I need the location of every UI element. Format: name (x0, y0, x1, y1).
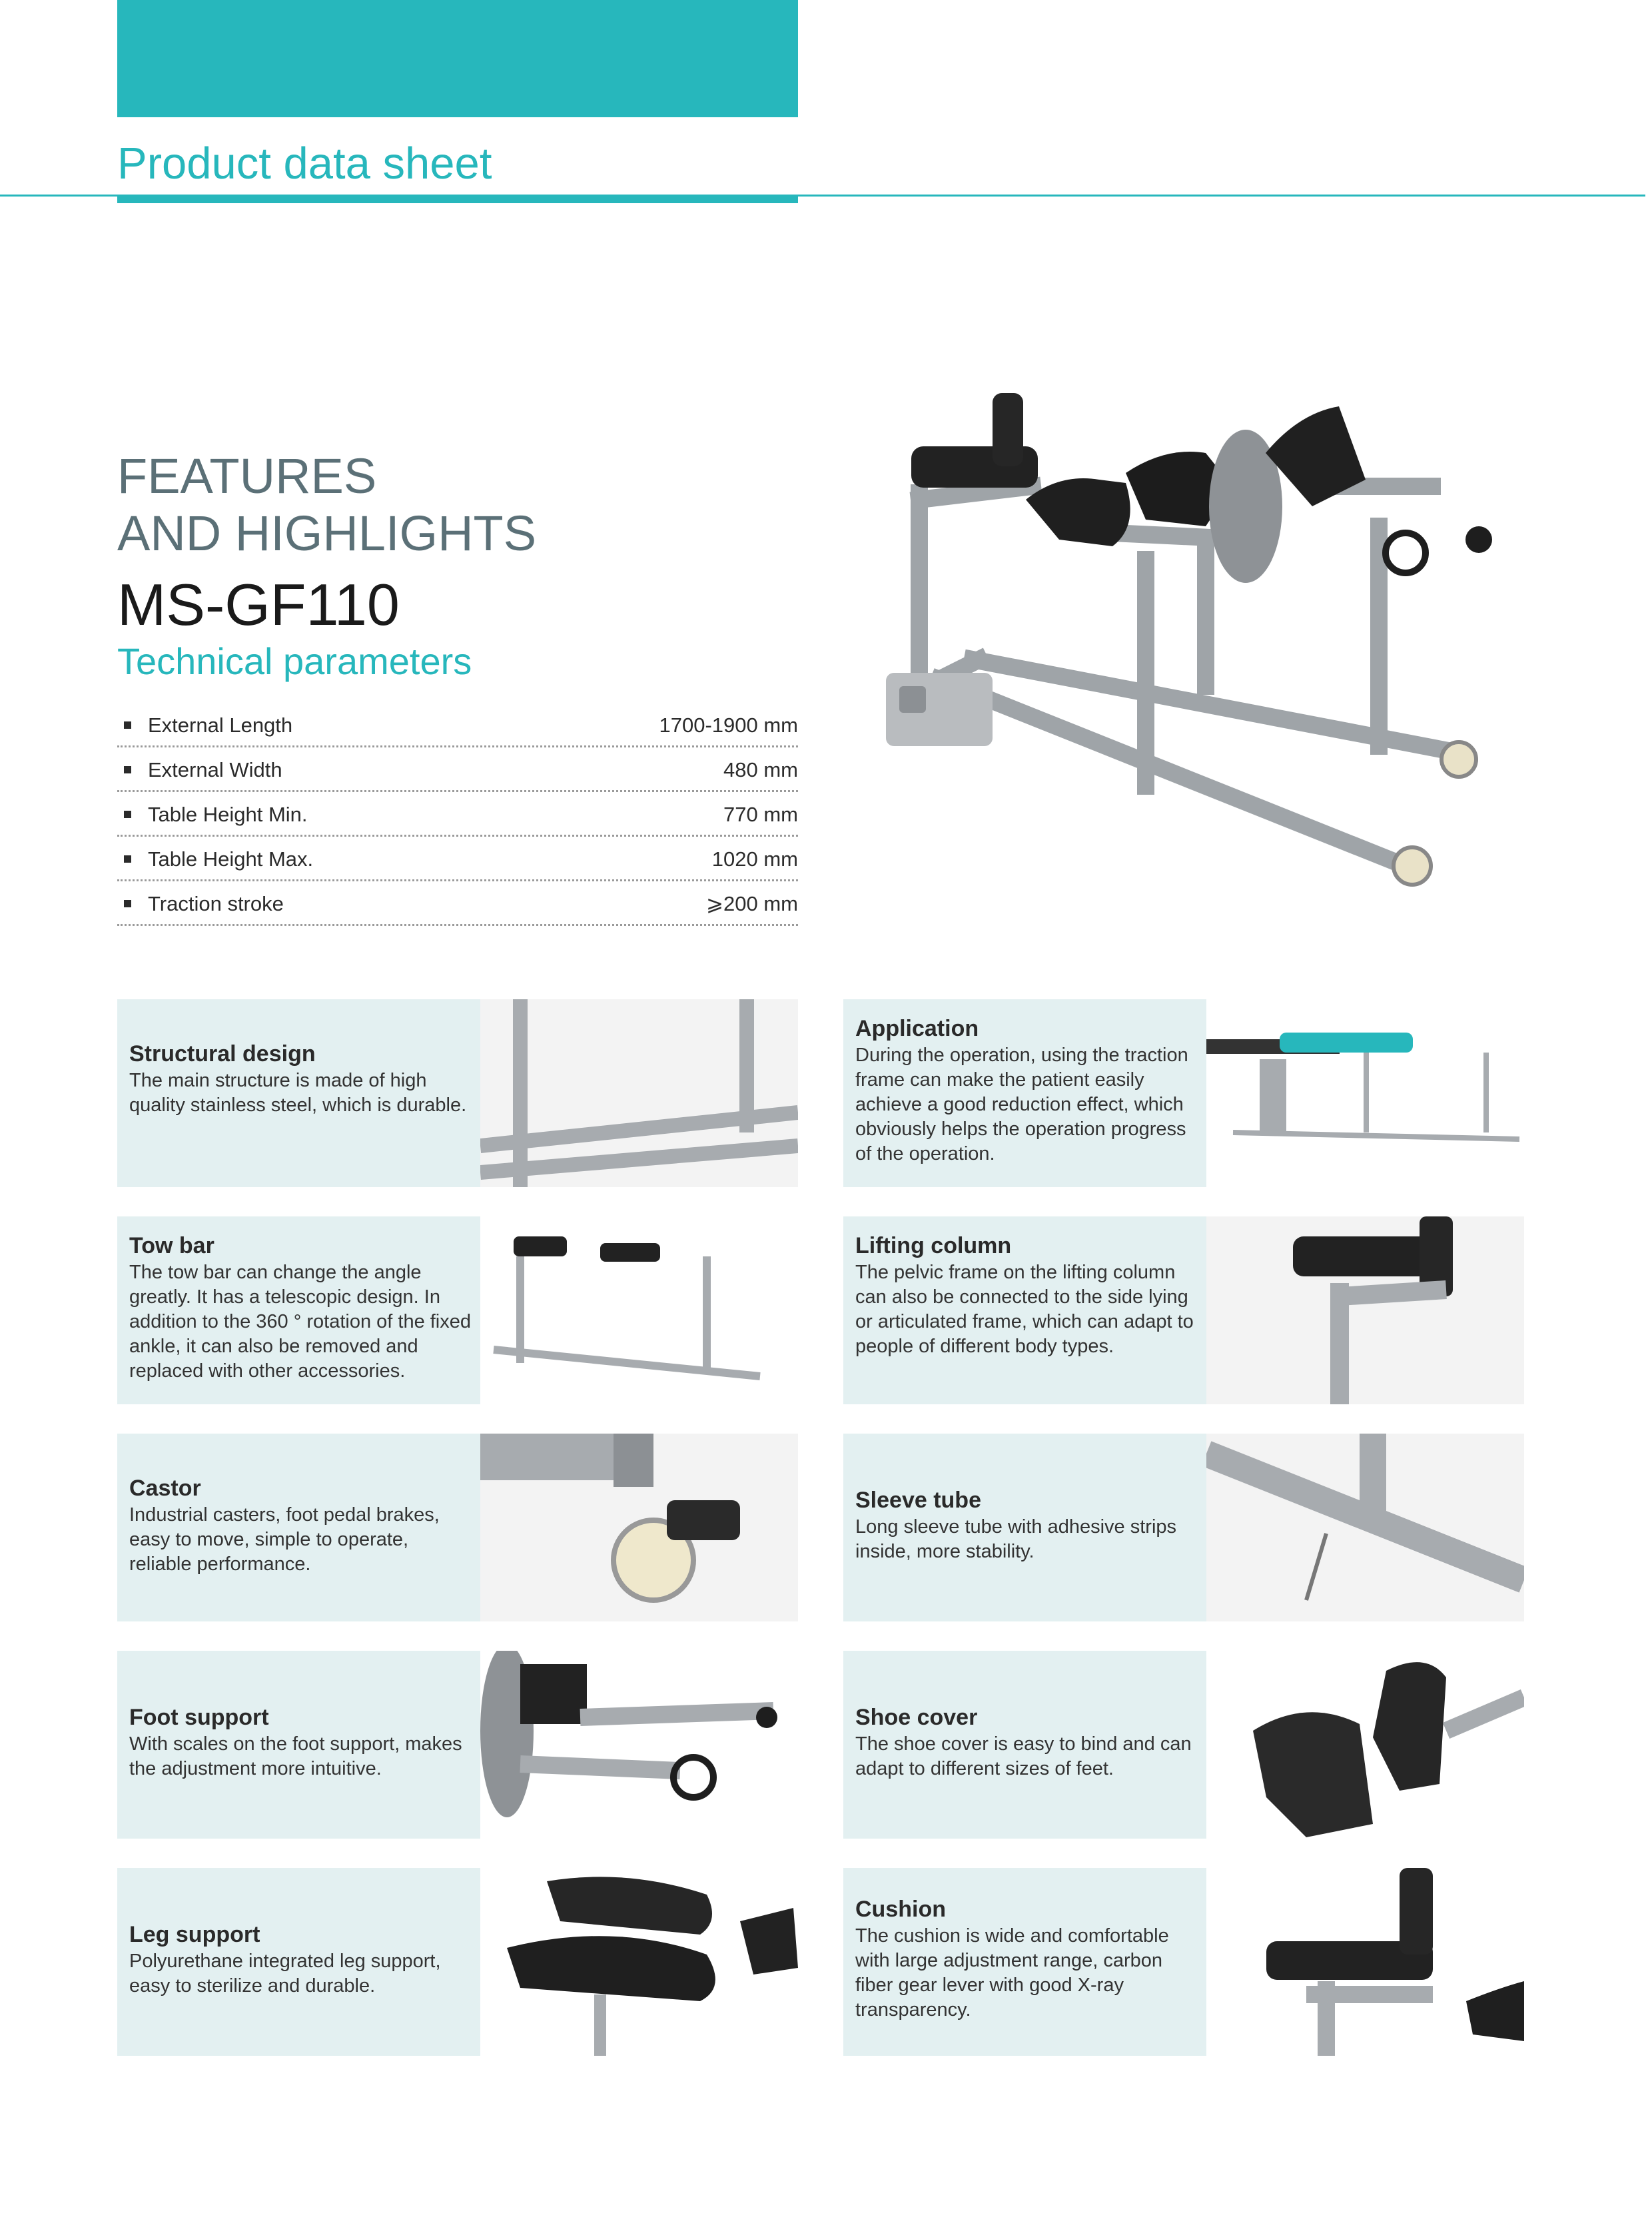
feature-image-leg-support (480, 1868, 798, 2056)
parameter-value: 770 mm (723, 803, 798, 826)
parameter-value: ⩾200 mm (706, 892, 798, 915)
features-heading-line1: FEATURES (117, 448, 377, 504)
feature-card-structural-design (117, 999, 798, 1187)
feature-card-sleeve-tube (843, 1434, 1524, 1621)
feature-title: Application (855, 1016, 979, 1041)
parameter-row (117, 703, 798, 747)
parameter-name: External Length (148, 713, 293, 737)
feature-description: The shoe cover is easy to bind and can adapt to different sizes of feet. (855, 1733, 1192, 1779)
feature-card-tow-bar (117, 1216, 798, 1404)
parameter-name: Table Height Min. (148, 803, 308, 826)
product-image-traction-frame (859, 373, 1539, 919)
feature-description: Long sleeve tube with adhesive strips inside, more stability. (855, 1516, 1177, 1562)
bullet-icon (124, 721, 131, 729)
feature-card-shoe-cover (843, 1651, 1524, 1839)
parameter-table (117, 703, 798, 926)
parameter-name: Table Height Max. (148, 847, 314, 871)
feature-image-frame-structure (480, 999, 798, 1187)
technical-parameters-heading: Technical parameters (117, 640, 472, 682)
feature-description: During the operation, using the traction frame can make the patient easily achieve a good reduction effect, which obviously helps the operation progress of the operation. (855, 1045, 1188, 1164)
feature-image-cushion (1206, 1868, 1524, 2056)
feature-title: Lifting column (855, 1233, 1012, 1258)
header-rule-accent (117, 195, 798, 203)
feature-title: Shoe cover (855, 1705, 978, 1730)
parameter-name: Traction stroke (148, 892, 284, 915)
feature-description: The tow bar can change the angle greatly. It has a telescopic design. In addition to the 360 ° rotation of the fixed ankle, it can also be removed and replaced with other accessories. (129, 1262, 472, 1382)
feature-image-lifting-column (1206, 1216, 1524, 1404)
parameter-row (117, 881, 798, 926)
feature-image-application (1206, 999, 1524, 1187)
features-heading (117, 448, 536, 562)
feature-card-foot-support (117, 1651, 798, 1839)
feature-image-tow-bar (480, 1216, 798, 1404)
feature-description: Industrial casters, foot pedal brakes, easy to move, simple to operate, reliable performance. (129, 1504, 440, 1575)
parameter-value: 480 mm (723, 758, 798, 781)
parameter-name: External Width (148, 758, 282, 781)
feature-title: Structural design (129, 1041, 316, 1067)
parameter-row (117, 747, 798, 792)
parameter-value: 1020 mm (711, 847, 798, 871)
feature-image-castor (480, 1434, 798, 1621)
bullet-icon (124, 900, 131, 907)
features-heading-line2: AND HIGHLIGHTS (117, 506, 537, 561)
parameter-row (117, 837, 798, 881)
feature-title: Tow bar (129, 1233, 214, 1258)
feature-card-castor (117, 1434, 798, 1621)
feature-card-cushion (843, 1868, 1524, 2056)
page-title: Product data sheet (117, 139, 492, 189)
feature-card-lifting-column (843, 1216, 1524, 1404)
feature-title: Sleeve tube (855, 1488, 981, 1513)
parameter-row (117, 792, 798, 837)
feature-image-foot-support (480, 1651, 798, 1839)
feature-card-leg-support (117, 1868, 798, 2056)
header-color-bar (117, 0, 798, 117)
feature-card-application (843, 999, 1524, 1187)
feature-description: Polyurethane integrated leg support, easy to sterilize and durable. (129, 1951, 441, 1997)
feature-description: The cushion is wide and comfortable with large adjustment range, carbon fiber gear lever with good X-ray transparency. (855, 1925, 1169, 2020)
bullet-icon (124, 766, 131, 773)
feature-description: The main structure is made of high quality stainless steel, which is durable. (129, 1070, 467, 1116)
feature-image-sleeve-tube (1206, 1434, 1524, 1621)
feature-description: With scales on the foot support, makes the adjustment more intuitive. (129, 1733, 462, 1779)
feature-title: Leg support (129, 1922, 260, 1947)
bullet-icon (124, 811, 131, 818)
feature-title: Cushion (855, 1897, 946, 1922)
bullet-icon (124, 855, 131, 863)
feature-title: Castor (129, 1476, 201, 1501)
model-number: MS-GF110 (117, 572, 400, 638)
parameter-value: 1700-1900 mm (659, 713, 798, 737)
feature-title: Foot support (129, 1705, 269, 1730)
feature-description: The pelvic frame on the lifting column can also be connected to the side lying or articulated frame, which can adapt to people of different body types. (855, 1262, 1194, 1357)
feature-image-shoe-cover (1206, 1651, 1524, 1839)
